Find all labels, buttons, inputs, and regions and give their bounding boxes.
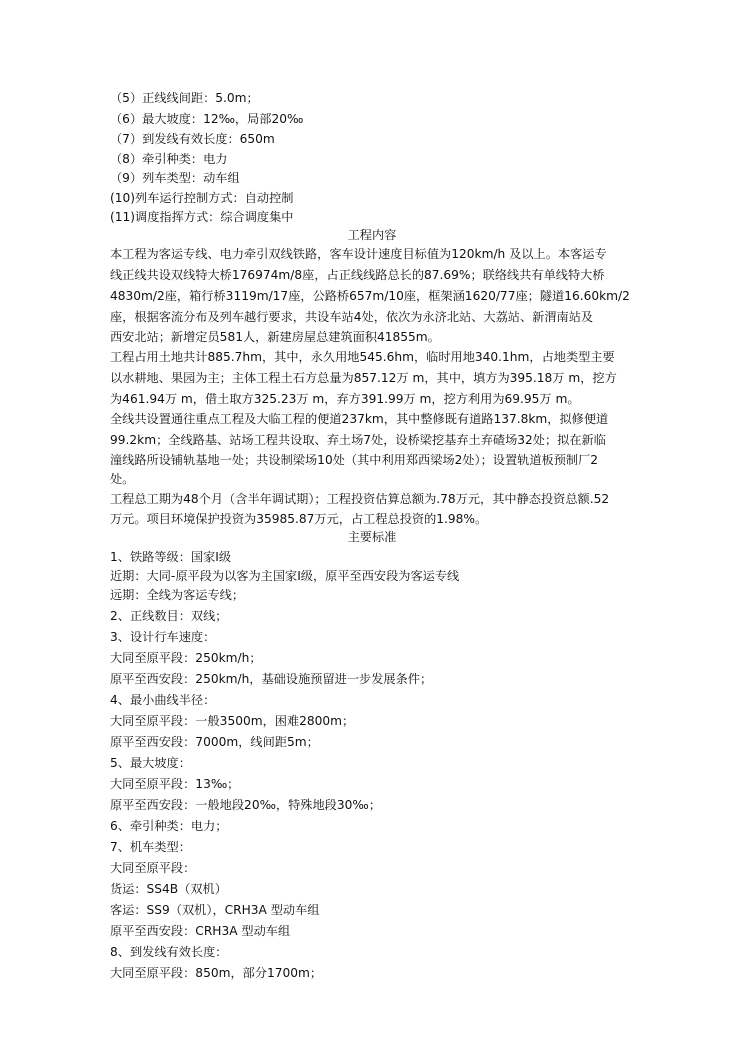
- standard-line: 2、正线数目：双线；: [110, 609, 228, 623]
- paragraph-line: 线正线共设双线特大桥176974m/8座，占正线线路总长的87.69%；联络线共有单线特大桥: [110, 268, 605, 282]
- standard-line: 大同至原平段：一般3500m，困难2800m；: [110, 714, 355, 728]
- paragraph-line: 万元。项目环境保护投资为35985.87万元，占工程总投资的1.98%。: [110, 512, 488, 526]
- paragraph-line: 处。: [110, 472, 135, 486]
- standard-line: 8、到发线有效长度：: [110, 945, 228, 959]
- standard-line: 4、最小曲线半径：: [110, 693, 216, 707]
- section-title-standards: 主要标准: [347, 530, 397, 544]
- standard-line: 客运：SS9（双机），CRH3A 型动车组: [110, 903, 320, 917]
- standard-line: 原平至西安段：一般地段20‰，特殊地段30‰；: [110, 798, 381, 812]
- spec-item: （6）最大坡度：12‰，局部20‰: [110, 112, 304, 126]
- standard-line: 原平至西安段：7000m，线间距5m；: [110, 735, 319, 749]
- standard-line: 1、铁路等级：国家Ⅰ级: [110, 550, 232, 564]
- spec-item: （5）正线线间距：5.0m；: [110, 91, 259, 105]
- standard-line: 近期：大同-原平段为以客为主国家Ⅰ级，原平至西安段为客运专线: [110, 569, 460, 583]
- spec-item: (10)列车运行控制方式：自动控制: [110, 191, 294, 205]
- paragraph-line: 全线共设置通往重点工程及大临工程的便道237km，其中整修既有道路137.8km，拟修便道: [110, 412, 609, 426]
- standard-line: 大同至原平段：: [110, 861, 196, 875]
- paragraph-line: 本工程为客运专线、电力牵引双线铁路，客车设计速度目标值为120km/h 及以上。本客运专: [110, 247, 607, 261]
- standard-line: 3、设计行车速度：: [110, 630, 216, 644]
- paragraph-line: 潼线路所设铺轨基地一处；共设制梁场10处（其中利用郑西梁场2处）；设置轨道板预制厂2: [110, 453, 599, 467]
- standard-line: 7、机车类型：: [110, 840, 191, 854]
- spec-item: （9）列车类型：动车组: [110, 171, 240, 185]
- standard-line: 大同至原平段：850m，部分1700m；: [110, 966, 323, 980]
- standard-line: 大同至原平段：13‰；: [110, 777, 240, 791]
- standard-line: 货运：SS4B（双机）: [110, 882, 227, 896]
- spec-item: （8）牵引种类：电力: [110, 152, 228, 166]
- paragraph-line: 西安北站；新增定员581人，新建房屋总建筑面积41855m。: [110, 330, 440, 344]
- paragraph-line: 4830m/2座，箱行桥3119m/17座，公路桥657m/10座，框架涵1620/77座；隧道16.60km/2: [110, 289, 630, 303]
- spec-item: （7）到发线有效长度：650m: [110, 132, 275, 146]
- standard-line: 大同至原平段：250km/h；: [110, 651, 262, 665]
- standard-line: 5、最大坡度：: [110, 756, 191, 770]
- paragraph-line: 以水耕地、果园为主；主体工程土石方总量为857.12万 m，其中，填方为395.18万 m，挖方: [110, 371, 617, 385]
- section-title-engineering: 工程内容: [347, 228, 397, 242]
- standard-line: 6、牵引种类：电力；: [110, 819, 228, 833]
- standard-line: 原平至西安段：CRH3A 型动车组: [110, 924, 291, 938]
- paragraph-line: 工程占用土地共计885.7hm，其中，永久用地545.6hm，临时用地340.1hm，占地类型主要: [110, 350, 615, 364]
- standard-line: 原平至西安段：250km/h，基础设施预留进一步发展条件；: [110, 672, 433, 686]
- paragraph-line: 座，根据客流分布及列车越行要求，共设车站4处，依次为永济北站、大荔站、新渭南站及: [110, 310, 594, 324]
- paragraph-line: 99.2km；全线路基、站场工程共设取、弃土场7处，设桥梁挖基弃土弃碴场32处；拟在新临: [110, 433, 606, 447]
- standard-line: 远期：全线为客运专线；: [110, 588, 245, 602]
- paragraph-line: 工程总工期为48个月（含半年调试期）；工程投资估算总额为.78万元，其中静态投资总额.52: [110, 492, 610, 506]
- paragraph-line: 为461.94万 m，借土取方325.23万 m，弃方391.99万 m，挖方利用为69.95万 m。: [110, 392, 580, 406]
- spec-item: (11)调度指挥方式：综合调度集中: [110, 210, 294, 224]
